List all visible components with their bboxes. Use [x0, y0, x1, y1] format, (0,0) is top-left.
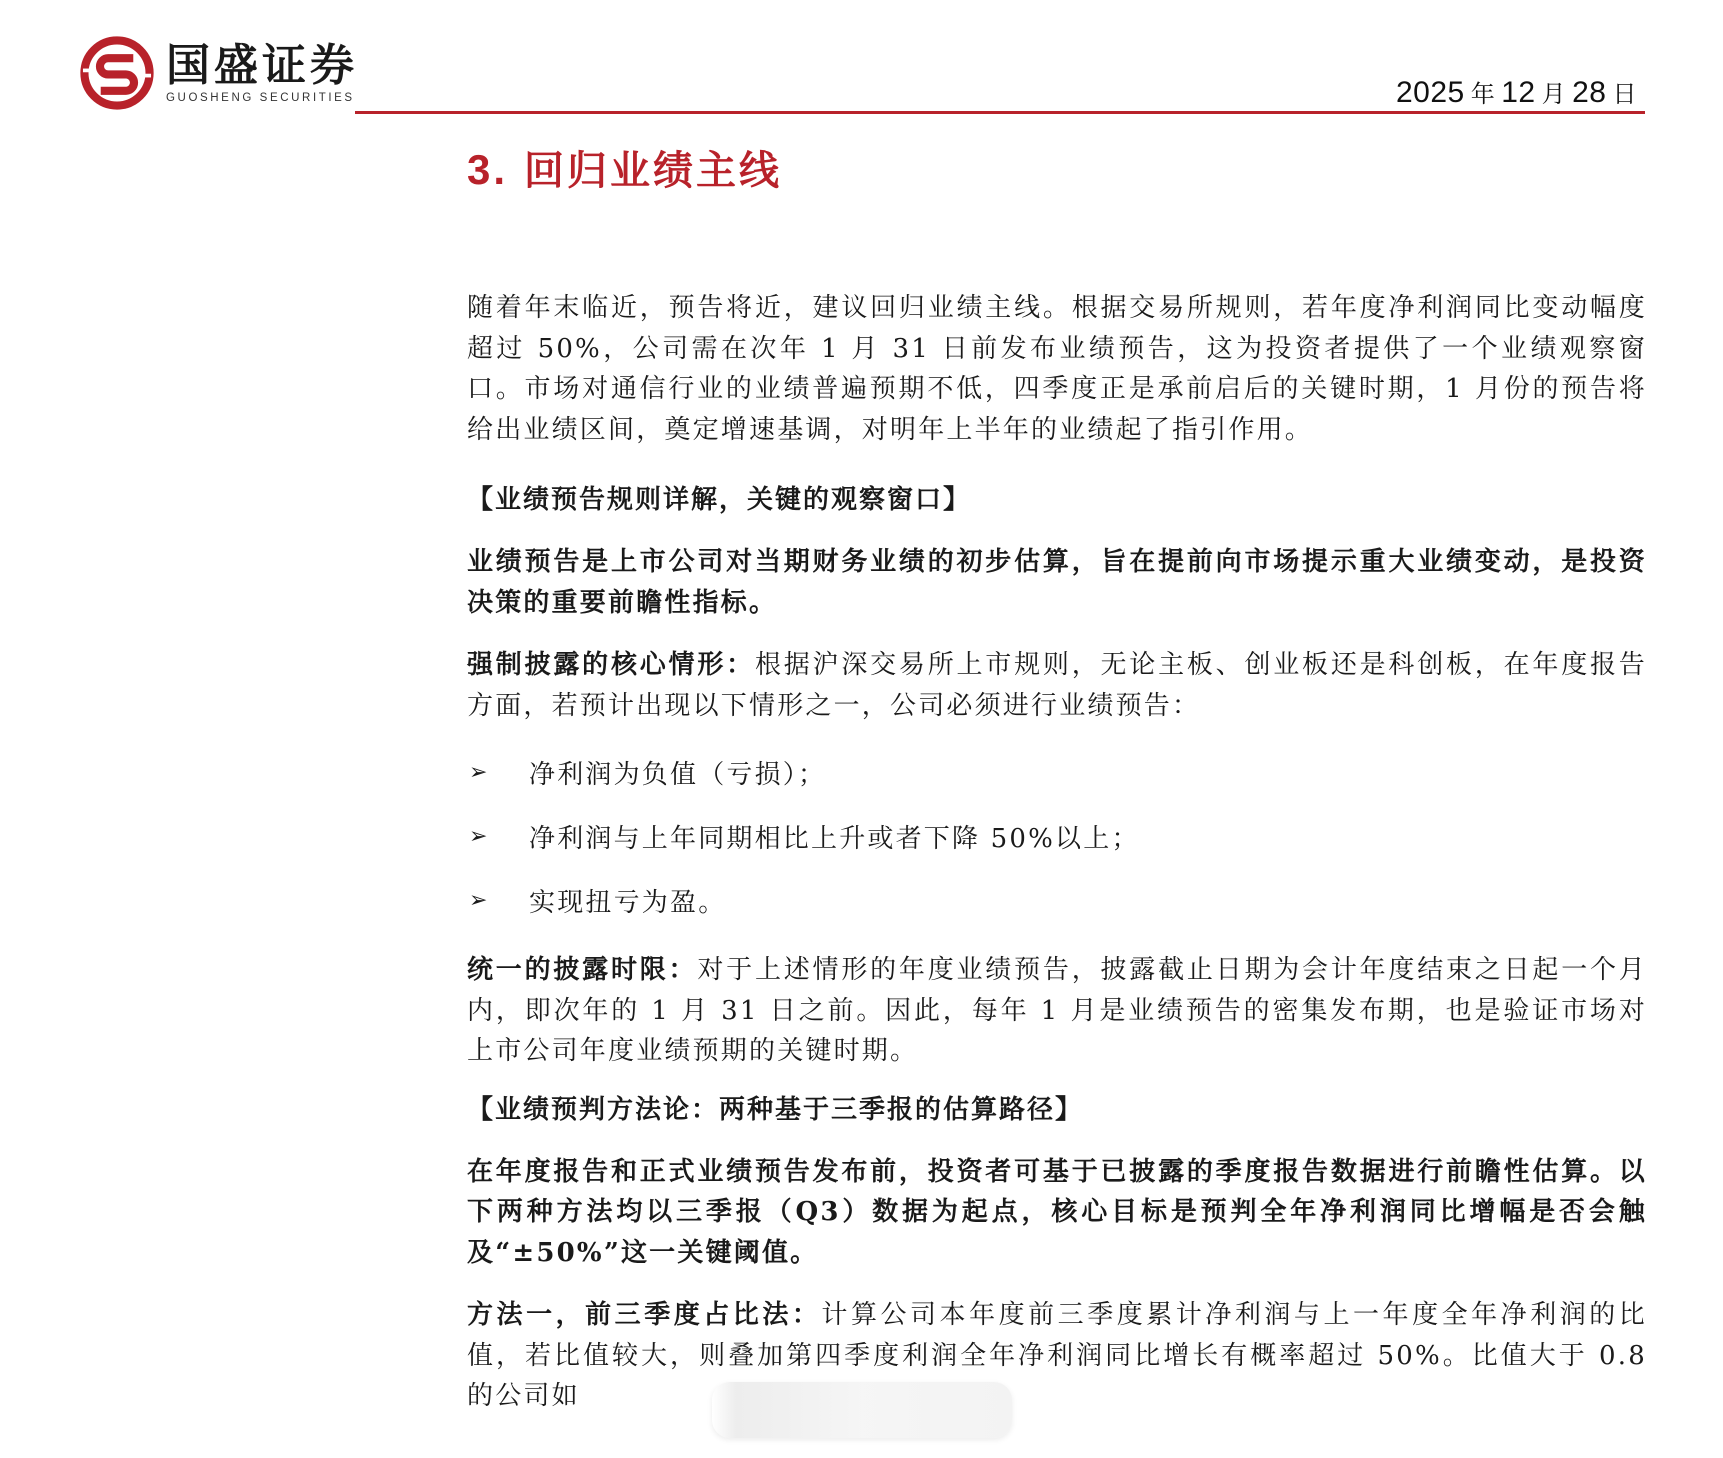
- date-year-unit: 年: [1470, 81, 1496, 108]
- methodology-summary-paragraph: 在年度报告和正式业绩预告发布前，投资者可基于已披露的季度报告数据进行前瞻性估算。以下两种方法均以三季报（Q3）数据为起点，核心目标是预判全年净利润同比增幅是否会触及“±50%”这一关键阈值。: [467, 1156, 1647, 1268]
- list-item-text: 实现扭亏为盈。: [529, 887, 727, 918]
- arrow-bullet-icon: ➢: [469, 823, 490, 849]
- section-title-text: 回归业绩主线: [524, 147, 783, 194]
- date-day-unit: 日: [1612, 81, 1637, 108]
- disclosure-deadline-text: 对于上述情形的年度业绩预告，披露截止日期为会计年度结束之日起一个月内，即次年的 1 月 31 日之前。因此，每年 1 月是业绩预告的密集发布期，也是验证市场对上市公司年度业绩预期的关键时期。: [467, 955, 1647, 1066]
- mandatory-disclosure-paragraph: [467, 645, 1647, 726]
- section-number: 3.: [467, 146, 509, 193]
- mandatory-disclosure-lead: 强制披露的核心情形：: [467, 650, 755, 680]
- date-month-unit: 月: [1541, 81, 1567, 108]
- mandatory-disclosure-text: 根据沪深交易所上市规则，无论主板、创业板还是科创板，在年度报告方面，若预计出现以下情形之一，公司必须进行业绩预告：: [467, 650, 1647, 721]
- method-one-paragraph: [467, 1295, 1647, 1417]
- list-item-text: 净利润为负值（亏损）；: [529, 759, 827, 790]
- method-one-text: 计算公司本年度前三季度累计净利润与上一年度全年净利润的比值，若比值较大，则叠加第四季度利润全年净利润同比增长有概率超过 50%。比值大于 0.8 的公司如: [467, 1300, 1647, 1411]
- method-one-lead: 方法一，前三季度占比法：: [467, 1300, 822, 1330]
- list-item: [467, 804, 1647, 868]
- date-month: 12: [1501, 76, 1536, 109]
- date-day: 28: [1572, 76, 1607, 109]
- disclosure-conditions-list: [467, 740, 1647, 932]
- guosheng-logo-icon: [80, 36, 154, 110]
- list-item: [467, 740, 1647, 804]
- forecast-definition-paragraph: 业绩预告是上市公司对当期财务业绩的初步估算，旨在提前向市场提示重大业绩变动，是投资决策的重要前瞻性指标。: [467, 547, 1647, 618]
- section-title: [467, 140, 1647, 200]
- subheading-forecast-rules: 【业绩预告规则详解，关键的观察窗口】: [467, 485, 972, 515]
- header-divider: [355, 111, 1645, 114]
- logo-chinese-name: 国盛证券: [166, 40, 358, 91]
- list-item-text: 净利润与上年同期相比上升或者下降 50%以上；: [529, 823, 1140, 854]
- subheading-methodology: 【业绩预判方法论：两种基于三季报的估算路径】: [467, 1094, 1084, 1125]
- document-body: [467, 140, 1647, 1417]
- arrow-bullet-icon: ➢: [469, 759, 490, 785]
- watermark-overlay: [712, 1382, 1012, 1438]
- intro-paragraph: 随着年末临近，预告将近，建议回归业绩主线。根据交易所规则，若年度净利润同比变动幅度超过 50%，公司需在次年 1 月 31 日前发布业绩预告，这为投资者提供了一个业绩观察窗口。市场对通信行业的业绩普遍预期不低，四季度正是承前启后的关键时期，1 月份的预告将给出业绩区间，奠定增速基调，对明年上半年的业绩起了指引作用。: [467, 293, 1647, 445]
- arrow-bullet-icon: ➢: [469, 887, 490, 913]
- list-item: [467, 868, 1647, 932]
- date-year: 2025: [1396, 76, 1465, 109]
- company-logo: [80, 36, 358, 110]
- page-header: [0, 0, 1723, 120]
- disclosure-deadline-lead: 统一的披露时限：: [467, 955, 698, 985]
- disclosure-deadline-paragraph: [467, 950, 1647, 1072]
- report-date: [1396, 74, 1643, 110]
- logo-english-name: GUOSHENG SECURITIES: [166, 92, 355, 104]
